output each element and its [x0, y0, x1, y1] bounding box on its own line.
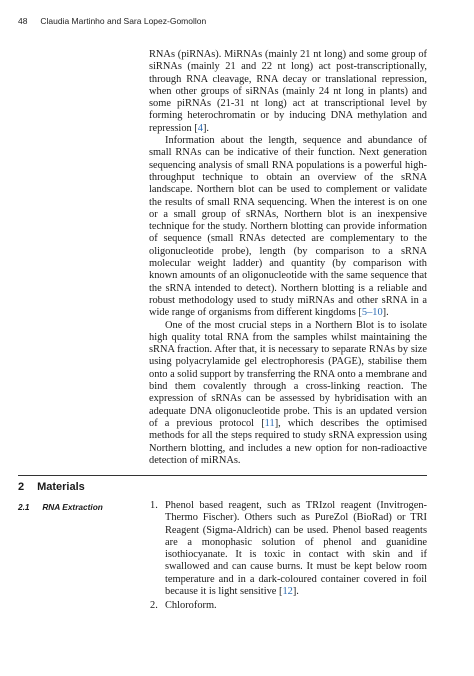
- subsection-number: 2.1: [18, 502, 30, 512]
- citation-link[interactable]: 11: [264, 417, 275, 429]
- running-head-authors: Claudia Martinho and Sara Lopez-Gomollon: [40, 16, 207, 26]
- paragraph-crucial-steps: [149, 320, 427, 468]
- citation-link[interactable]: 12: [282, 586, 293, 598]
- list-marker: 1.: [150, 500, 158, 511]
- list-item-text: [165, 600, 217, 611]
- text-run: ].: [382, 307, 389, 319]
- running-head: [18, 16, 206, 26]
- section-heading: [18, 481, 85, 493]
- text-run: ], which describes the optimised methods for all the steps required to study sRNA expression using Northern blotting, and includes a new option for non-radioactive detection of miRNAs.: [149, 417, 428, 466]
- text-run: RNAs (piRNAs). MiRNAs (mainly 21 nt long) and some group of siRNAs (mainly 21 and 22 nt long) act post-transcriptionally, through RNA cleavage, RNA decay or translational repression, when other groups of siRNAs (mainly 24 nt long in plants) and some piRNAs (21-31 nt long) act at transcriptional level by forming heterochromatin or by inducing DNA methylation and repression [: [149, 49, 427, 134]
- text-run: ].: [202, 122, 210, 134]
- list-item-text: [165, 500, 427, 597]
- materials-list: [149, 500, 427, 615]
- text-run: Information about the length, sequence and abundance of small RNAs can be indicative of their function. Next generation sequencing analysis of small RNA populations is a powerful high-throughput technique to obtain an overview of the sRNA landscape. Northern blot can be used to complement or validate the results of small RNA sequencing. When the interest is on one or a small group of sRNAs, Northern blot is an inexpensive technique for the study. Northern blotting can provide information of sequence (small RNAs detected are complementary to the oligonucleotide probe), length (by comparison to a sRNA molecular weight ladder) and quantity (by comparison with known amounts of an oligonucleotide with the same sequence that the sRNA intended to detect). Northern blotting is a reliable and robust methodology used to study miRNAs and other sRNA in a wide range of organisms from different kingdoms [: [149, 135, 427, 319]
- subsection-title: RNA Extraction: [42, 502, 103, 512]
- section-number: 2: [18, 481, 25, 493]
- list-item: [149, 500, 427, 598]
- list-item: [149, 600, 427, 612]
- text-run: Phenol based reagent, such as TRIzol reagent (Invitrogen-Thermo Fischer). Others such as PureZol (BioRad) or TRI Reagent (Sigma-Aldrich) can be used. Phenol based reagents are a monophasic solution of phenol and guanidine isothiocyanate. It is toxic in contact with skin and if swallowed and can cause burns. It must be kept below room temperature and in a dark-coloured container covered in foil because it is light sensitive [: [165, 500, 427, 598]
- body-text: [149, 49, 427, 467]
- citation-link[interactable]: 5–10: [361, 307, 383, 319]
- list-marker: 2.: [150, 600, 158, 612]
- citation-link[interactable]: 4: [197, 122, 203, 134]
- text-run: Chloroform.: [165, 600, 217, 612]
- section-title: Materials: [37, 481, 85, 493]
- paragraph-information: [149, 135, 427, 319]
- page-number: 48: [18, 16, 28, 26]
- section-divider: [18, 475, 427, 476]
- text-run: One of the most crucial steps in a Northern Blot is to isolate high quality total RNA from the samples whilst maintaining the sRNA fraction. After that, it is necessary to separate RNAs by size using polyacrylamide gel electrophoresis (PAGE), stabilise them onto a solid support by transferring the RNA onto a membrane and bind them covalently through a cross-linking reaction. The expression of sRNAs can be assessed by hybridisation with an adequate DNA oligonucleotide probe. This is an updated version of a previous protocol [: [149, 319, 427, 429]
- subsection-heading: [18, 502, 103, 512]
- paragraph-intro-continuation: [149, 49, 427, 135]
- text-run: ].: [292, 586, 299, 598]
